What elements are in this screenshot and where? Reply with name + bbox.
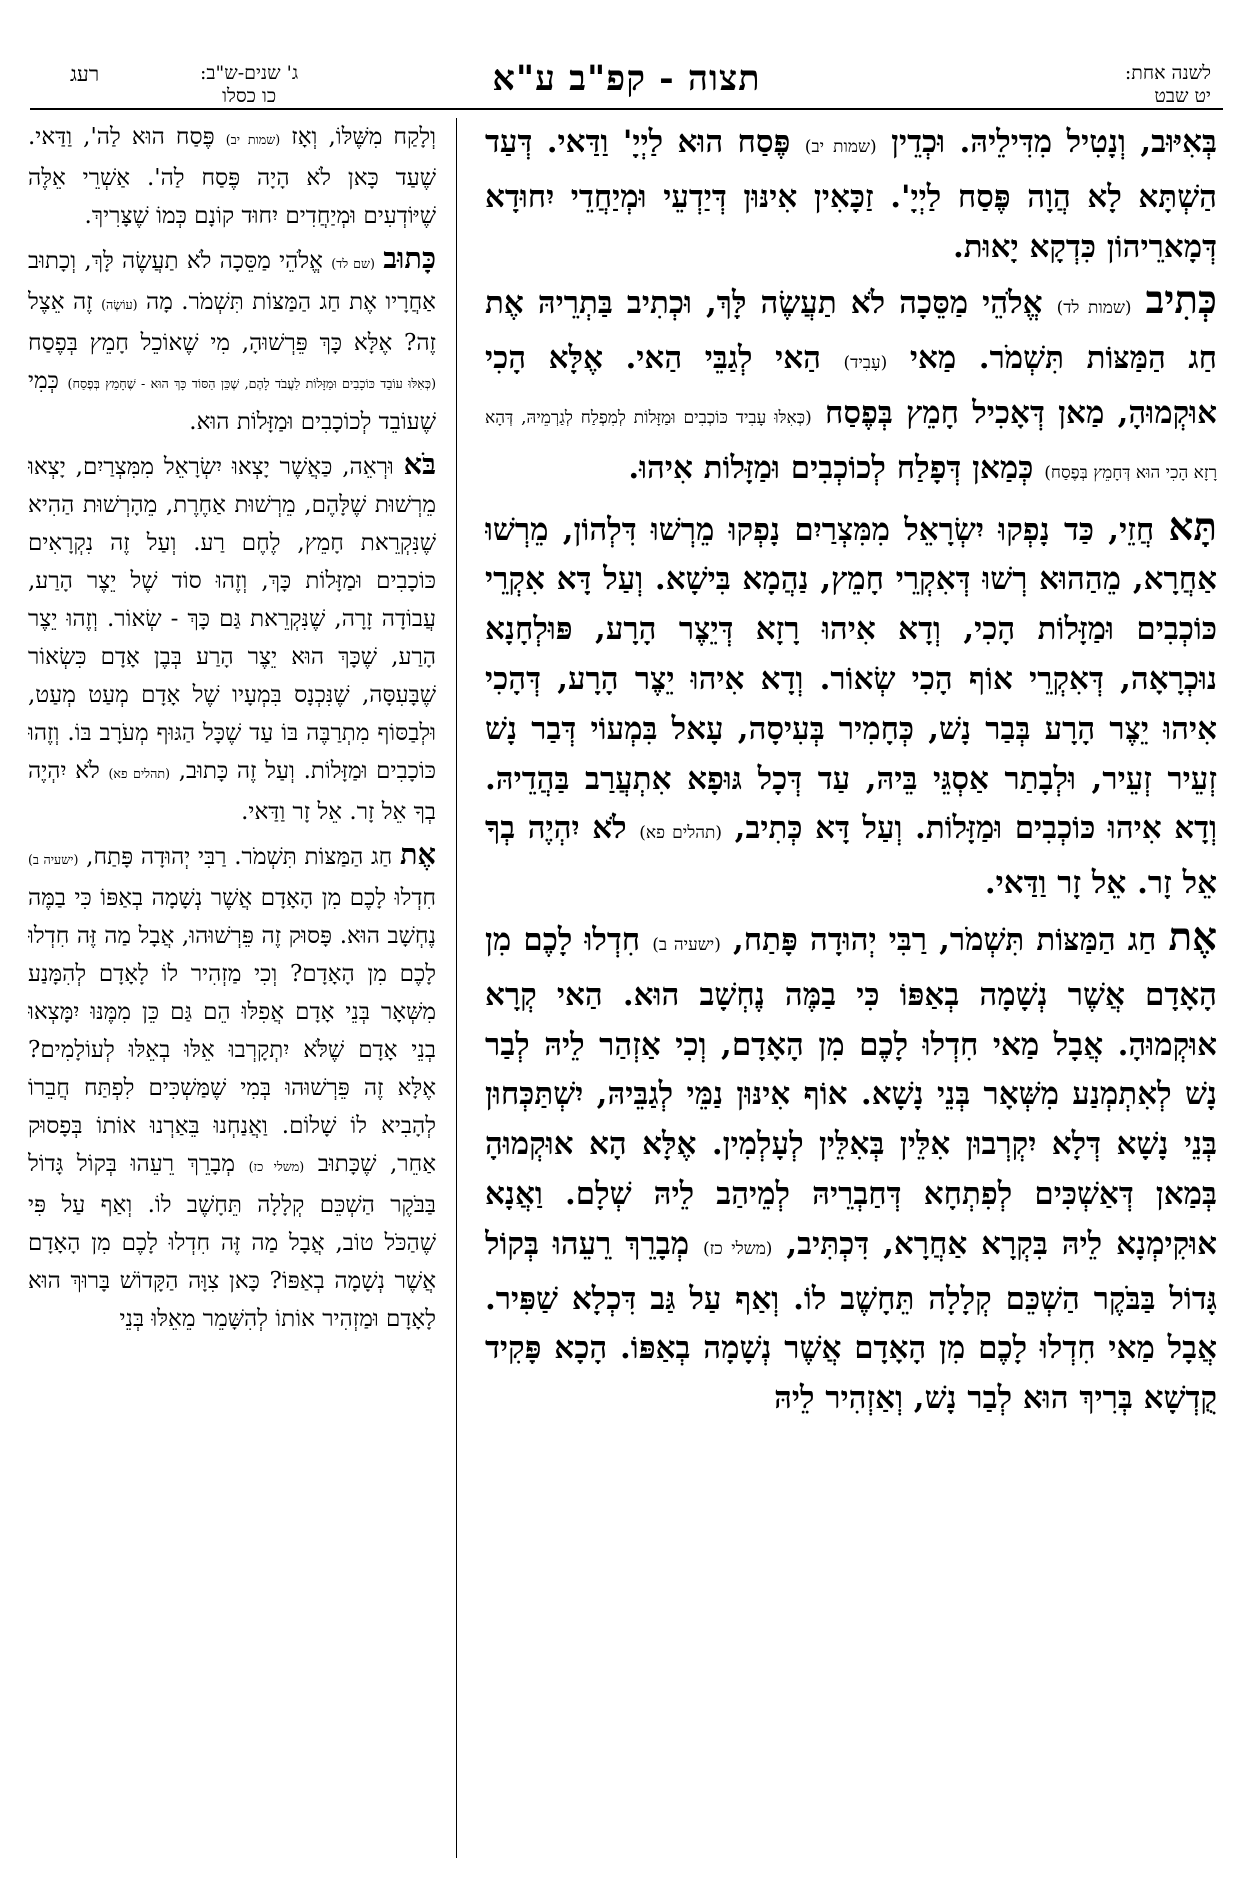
bracket-note: (כְּאִלּוּ עוֹבֵד כּוֹכָבִים וּמַזָּלוֹת לַעֲבֹד לָהֶם, שֶׁכֵּן הַסּוֹד כָּךְ הוּא - שֶׁחָמֵץ בְּפֶסַח): [67, 376, 436, 391]
source-reference: (ישעיה ב): [28, 852, 79, 867]
source-reference: (ישעיה ב): [652, 934, 721, 955]
page-header: [30, 58, 1223, 107]
source-reference: (שמות יב): [225, 132, 281, 147]
source-reference: (משלי כז): [248, 1159, 305, 1174]
side-paragraph-2: כָּתוּב (שם לד) אֱלֹהֵי מַסֵּכָה לֹא תַעֲשֶׂה לָּךְ, וְכָתוּב אַחֲרָיו אֶת חַג הַמַּצּוֹת תִּשְׁמֹר. מָה (עוֹשֶׂה) זֶה אֵצֶל זֶה? אֶלָּא כָּךְ פֵּרְשׁוּהָ, מִי שֶׁאוֹכֵל חָמֵץ בְּפֶסַח (כְּאִלּוּ עוֹבֵד כּוֹכָבִים וּמַזָּלוֹת לַעֲבֹד לָהֶם, שֶׁכֵּן הַסּוֹד כָּךְ הוּא - שֶׁחָמֵץ בְּפֶסַח) כְּמִי שֶׁעוֹבֵד לְכוֹכָבִים וּמַזָּלוֹת הוּא.: [28, 241, 436, 435]
source-reference: (תהלים פא): [639, 823, 723, 844]
lead-word: תָּא: [1168, 504, 1217, 550]
one-year-date: יט שבט: [1154, 85, 1211, 107]
three-year-label: ג' שנים-ש"ב:: [200, 62, 299, 84]
three-year-schedule: [200, 62, 298, 108]
source-reference: (תהלים פא): [108, 766, 171, 781]
lead-word: כָּתוּב: [383, 241, 436, 275]
page-number: רעג: [70, 62, 100, 86]
bracket-note: (עָבִיד): [843, 353, 888, 374]
aramaic-main-column: [485, 118, 1217, 1858]
main-paragraph-1: בְּאִיּוּב, וְנָטִיל מִדִּילֵיהּ. וּכְדֵין (שמות יב) פֶּסַח הוּא לַיְיָ' וַדַּאי. דְּעַד הַשְׁתָּא לָא הֲוָה פֶּסַח לַיְיָ'. זַכָּאִין אִינּוּן דְּיַדְעֵי וּמְיַחֲדֵי יִחוּדָא דְּמָארֵיהוֹן כִּדְקָא יָאוּת.: [485, 124, 1217, 265]
source-reference: (משלי כז): [702, 1238, 773, 1259]
one-year-label: לשנה אחת:: [1124, 62, 1211, 84]
side-paragraph-3: בֹּא וּרְאֵה, כַּאֲשֶׁר יָצְאוּ יִשְׂרָאֵל מִמִּצְרַיִם, יָצְאוּ מֵרְשׁוּת שֶׁלָּהֶם, מֵרְשׁוּת אַחֶרֶת, מֵהָרְשׁוּת הַהִיא שֶׁנִּקְרֵאת חָמֵץ, לֶחֶם רַע. וְעַל זֶה נִקְרָאִים כּוֹכָבִים וּמַזָּלוֹת כָּךְ, וְזֶהוּ סוֹד שֶׁל יֵצֶר הָרַע, עֲבוֹדָה זָרָה, שֶׁנִּקְרֵאת גַּם כָּךְ - שְׂאוֹר. וְזֶהוּ יֵצֶר הָרַע, שֶׁכָּךְ הוּא יֵצֶר הָרַע בְּבֶן אָדָם כִּשְׂאוֹר שֶׁבָּעִסָּה, שֶׁנִּכְנָס בִּמְעָיו שֶׁל אָדָם מְעַט מְעַט, וּלְבַסּוֹף מִתְרַבֶּה בּוֹ עַד שֶׁכָּל הַגּוּף מְעֹרָב בּוֹ. וְזֶהוּ כּוֹכָבִים וּמַזָּלוֹת. וְעַל זֶה כָּתוּב, (תהלים פא) לֹא יִהְיֶה בְךָ אֵל זָר. אֵל זָר וַדַּאי.: [28, 447, 436, 825]
column-divider: [456, 118, 457, 1858]
main-paragraph-2: כְּתִיב (שמות לד) אֱלֹהֵי מַסֵּכָה לֹא תַעֲשֶׂה לָּךְ, וּכְתִיב בַּתְרֵיהּ אֶת חַג הַמַּצּוֹת תִּשְׁמֹר. מַאי (עָבִיד) הַאי לְגַבֵּי הַאי. אֶלָּא הָכִי אוּקְמוּהָ, מַאן דְּאָכִיל חָמֵץ בְּפֶסַח (כְּאִלּוּ עָבִיד כּוֹכְבִים וּמַזָּלוֹת לְמִפְלַח לְגַרְמֵיהּ, דְּהָא רָזָא הָכִי הוּא דְּחָמֵץ בְּפֶסַח) כְּמַאן דְּפָלַח לְכוֹכְבִים וּמַזָּלוֹת אִיהוּ.: [485, 278, 1217, 486]
three-year-date: כו כסלו: [222, 85, 277, 107]
header-rule: [30, 108, 1223, 110]
main-paragraph-3: תָּא חֲזֵי, כַּד נָפְקוּ יִשְׂרָאֵל מִמִּצְרַיִם נָפְקוּ מֵרְשׁוּ דִּלְהוֹן, מֵרְשׁוּ אַחֲרָא, מֵהַהוּא רְשׁוּ דְּאִקְרֵי חָמֵץ, נַהֲמָא בִּישָׁא. וְעַל דָּא אִקְרֵי כּוֹכְבִים וּמַזָּלוֹת הָכִי, וְדָא אִיהוּ רָזָא דְּיֵצֶר הָרָע, פּוּלְחָנָא נוּכְרָאָה, דְּאִקְרֵי אוֹף הָכִי שְׂאוֹר. וְדָא אִיהוּ יֵצֶר הָרָע, דְּהָכִי אִיהוּ יֵצֶר הָרָע בְּבַר נָשׁ, כְּחָמִיר בְּעִיסָה, עָאל בִּמְעוֹי דְּבַר נָשׁ זְעֵיר זְעֵיר, וּלְבָתַר אַסְגֵּי בֵּיהּ, עַד דְּכָל גּוּפָא אִתְעֲרַב בַּהֲדֵיהּ. וְדָא אִיהוּ כּוֹכְבִים וּמַזָּלוֹת. וְעַל דָּא כְּתִיב, (תהלים פא) לֹא יִהְיֶה בְךָ אֵל זָר. אֵל זָר וַדַּאי.: [485, 504, 1217, 902]
side-paragraph-4: אֶת חַג הַמַּצּוֹת תִּשְׁמֹר. רַבִּי יְהוּדָה פָּתַח, (ישעיה ב) חִדְלוּ לָכֶם מִן הָאָדָם אֲשֶׁר נְשָׁמָה בְאַפּוֹ כִּי בַמֶּה נֶחְשָׁב הוּא. פָּסוּק זֶה פֵּרְשׁוּהוּ, אֲבָל מַה זֶּה חִדְלוּ לָכֶם מִן הָאָדָם? וְכִי מַזְהִיר לוֹ לָאָדָם לְהִמָּנַע מִשְּׁאָר בְּנֵי אָדָם אֲפִלּוּ הֵם גַּם כֵּן מִמֶּנּוּ יִמָּצְאוּ בְנֵי אָדָם שֶׁלֹּא יִתְקָרְבוּ אֵלּוּ בְאֵלּוּ לְעוֹלָמִים? אֶלָּא זֶה פֵּרְשׁוּהוּ בְּמִי שֶׁמַּשְׁכִּים לִפְתַּח חֲבֵרוֹ לְהָבִיא לוֹ שָׁלוֹם. וַאֲנַחְנוּ בֵּאַרְנוּ אוֹתוֹ בְּפָסוּק אַחֵר, שֶׁכָּתוּב (משלי כז) מְבָרֵךְ רֵעֵהוּ בְּקוֹל גָּדוֹל בַּבֹּקֶר הַשְׁכֵּם קְלָלָה תֵּחָשֶׁב לוֹ. וְאַף עַל פִּי שֶׁהַכֹּל טוֹב, אֲבָל מַה זֶּה חִדְלוּ לָכֶם מִן הָאָדָם אֲשֶׁר נְשָׁמָה בְאַפּוֹ? כָּאן צִוָּה הַקָּדוֹשׁ בָּרוּךְ הוּא לָאָדָם וּמַזְהִיר אוֹתוֹ לְהִשָּׁמֵר מֵאֵלּוּ בְּנֵי: [28, 837, 436, 1332]
hebrew-translation-column: [28, 118, 436, 1858]
lead-word: בֹּא: [403, 447, 436, 481]
source-reference: (שם לד): [331, 256, 375, 271]
bracket-note: (כְּאִלּוּ עָבִיד כּוֹכְבִים וּמַזָּלוֹת לְמִפְלַח לְגַרְמֵיהּ, דְּהָא רָזָא הָכִי הוּא דְּחָמֵץ בְּפֶסַח): [485, 407, 1217, 483]
side-paragraph-1: וְלָקַח מִשֶּׁלּוֹ, וְאָז (שמות יב) פֶּסַח הוּא לַה', וַדַּאי. שֶׁעַד כָּאן לֹא הָיָה פֶּסַח לַה'. אַשְׁרֵי אֵלֶּה שֶׁיּוֹדְעִים וּמְיַחֲדִים יִחוּד קוֹנָם כְּמוֹ שֶׁצָּרִיךְ.: [28, 124, 436, 229]
page-title: תצוה - קפ"ב ע"א: [492, 58, 761, 99]
lead-word: אֶת: [1168, 914, 1217, 960]
source-reference: (שמות לד): [1056, 298, 1132, 319]
lead-word: כְּתִיב: [1145, 278, 1217, 324]
main-paragraph-4: אֶת חַג הַמַּצּוֹת תִּשְׁמֹר, רַבִּי יְהוּדָה פָּתַח, (ישעיה ב) חִדְלוּ לָכֶם מִן הָאָדָם אֲשֶׁר נְשָׁמָה בְאַפּוֹ כִּי בַמֶּה נֶחְשָׁב הוּא. הַאי קְרָא אוּקְמוּהָ. אֲבָל מַאי חִדְלוּ לָכֶם מִן הָאָדָם, וְכִי אַזְהַר לֵיהּ לְבַר נָשׁ לְאִתְמְנַע מִשְּׁאָר בְּנֵי נָשָׁא. אוֹף אִינּוּן נַמֵּי לְגַבֵּיהּ, יִשְׁתַּכְּחוּן בְּנֵי נָשָׁא דְּלָא יִקְרְבוּן אִלֵּין בְּאִלֵּין לְעָלְמִין. אֶלָּא הָא אוּקְמוּהָ בְּמַאן דְּאַשְׁכִּים לְפִתְחָא דְּחַבְרֵיהּ לְמֵיהַב לֵיהּ שְׁלָם. וַאֲנָא אוּקִימְנָא לֵיהּ בִּקְרָא אַחֲרָא, דִּכְתִּיב, (משלי כז) מְבָרֵךְ רֵעֵהוּ בְּקוֹל גָּדוֹל בַּבֹּקֶר הַשְׁכֵּם קְלָלָה תֵּחָשֶׁב לוֹ. וְאַף עַל גַּב דִּכְלָא שַׁפִּיר. אֲבָל מַאי חִדְלוּ לָכֶם מִן הָאָדָם אֲשֶׁר נְשָׁמָה בְאַפּוֹ. הָכָא פָּקִיד קֻדְשָׁא בְּרִיךְ הוּא לְבַר נָשׁ, וְאַזְהִיר לֵיהּ: [485, 914, 1217, 1417]
bracket-note: (עוֹשֶׂה): [101, 297, 138, 312]
lead-word: אֶת: [400, 837, 436, 871]
source-reference: (שמות יב): [804, 137, 877, 157]
